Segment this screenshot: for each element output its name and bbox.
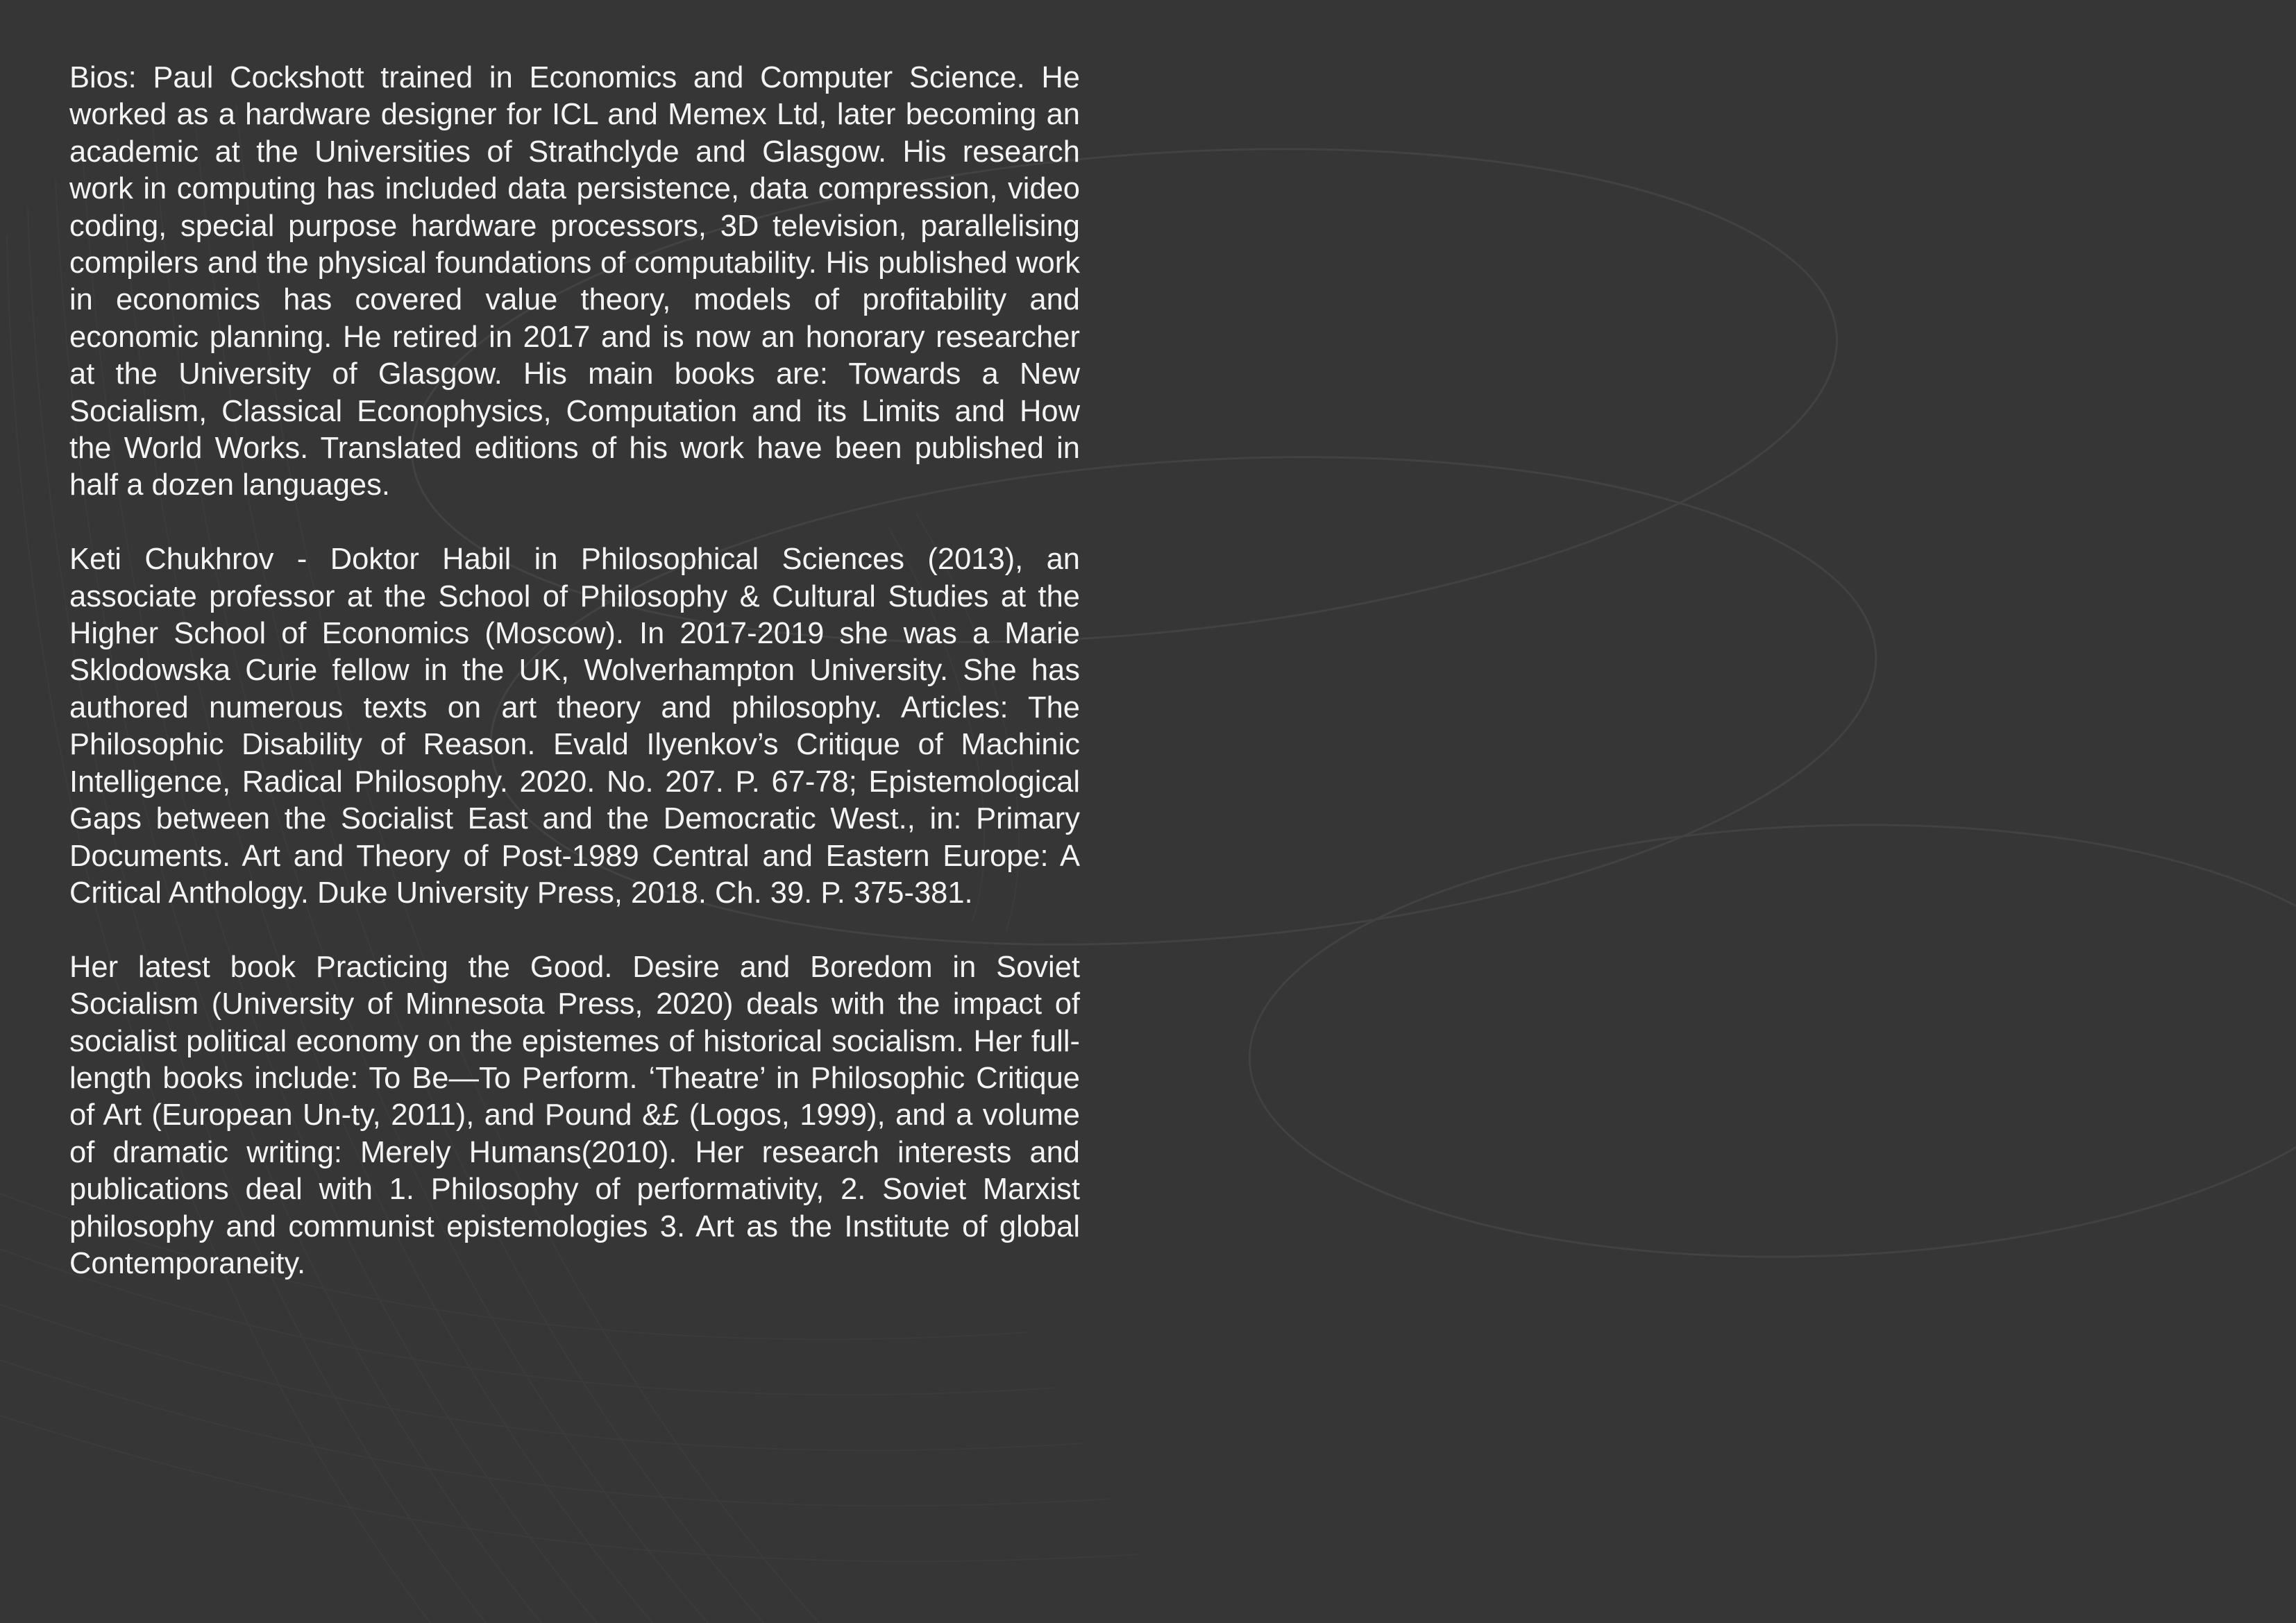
bio-paragraph-chukhrov-books: Her latest book Practicing the Good. Desire and Boredom in Soviet Socialism (University of Minnesota Press, 2020) deals with the impact of socialist political economy on the epistemes of historical socialism. Her full-length books include: To Be—To Perform. ‘Theatre’ in Philosophic Critique of Art (European Un-ty, 2011), and Pound &£ (Logos, 1999), and a volume of dramatic writing: Merely Humans(2010). Her research interests and publications deal with 1. Philosophy of performativity, 2. Soviet Marxist philosophy and communist epistemologies 3. Art as the Institute of global Contemporaneity. [69, 950, 1080, 1280]
ellipse-outline-right [1242, 806, 2296, 1275]
bio-paragraph-chukhrov: Keti Chukhrov - Doktor Habil in Philosophical Sciences (2013), an associate professor at the School of Philosophy & Cultural Studies at the Higher School of Economics (Moscow). In 2017-2019 she was a Marie Sklodowska Curie fellow in the UK, Wolverhampton University. She has authored numerous texts on art theory and philosophy. Articles: The Philosophic Disability of Reason. Evald Ilyenkov’s Critique of Machinic Intelligence, Radical Philosophy. 2020. No. 207. P. 67-78; Epistemological Gaps between the Socialist East and the Democratic West., in: Primary Documents. Art and Theory of Post-1989 Central and Eastern Europe: A Critical Anthology. Duke University Press, 2018. Ch. 39. P. 375-381. [69, 543, 1080, 910]
bios-text-column [69, 60, 1080, 1282]
bio-paragraph-cockshott: Bios: Paul Cockshott trained in Economics and Computer Science. He worked as a hardware designer for ICL and Memex Ltd, later becoming an academic at the Universities of Strathclyde and Glasgow. His research work in computing has included data persistence, data compression, video coding, special purpose hardware processors, 3D television, parallelising compilers and the physical foundations of computability. His published work in economics has covered value theory, models of profitability and economic planning. He retired in 2017 and is now an honorary researcher at the University of Glasgow. His main books are: Towards a New Socialism, Classical Econophysics, Computation and its Limits and How the World Works. Translated editions of his work have been published in half a dozen languages. [69, 61, 1080, 502]
